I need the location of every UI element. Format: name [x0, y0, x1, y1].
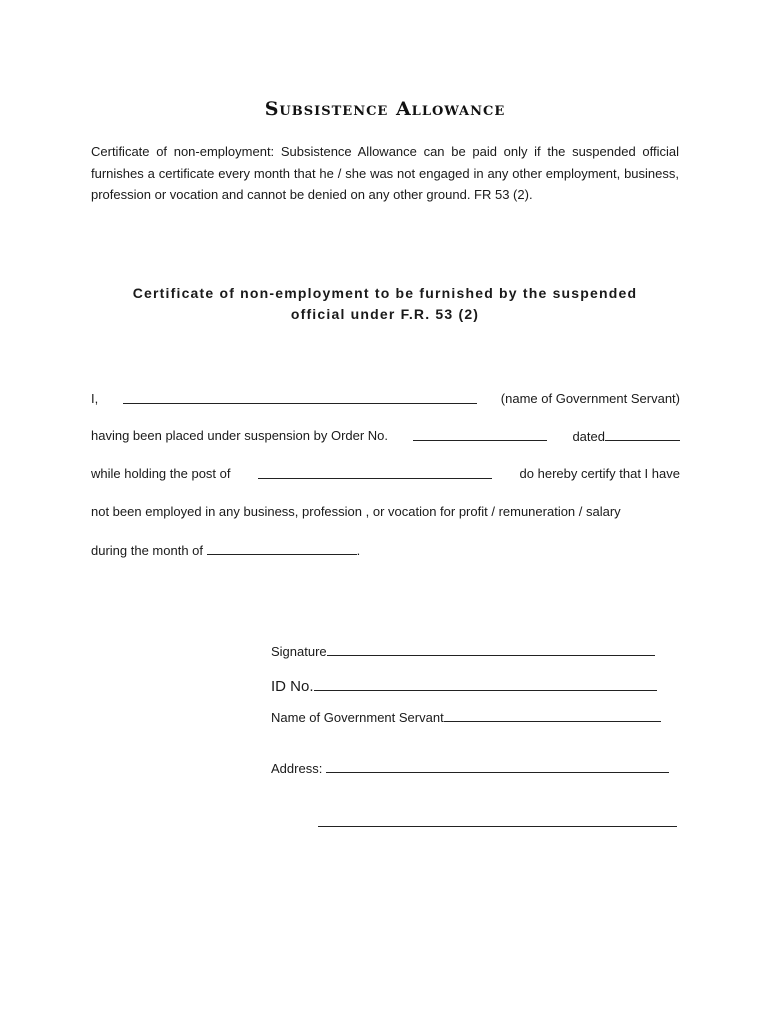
order-number-blank[interactable]	[413, 428, 547, 441]
intro-paragraph: Certificate of non-employment: Subsistence Allowance can be paid only if the suspended official furnishes a certificate every month that he / she was not engaged in any other employment, business, profession or vocation and cannot be denied on any other ground. FR 53 (2).	[91, 144, 679, 202]
address-label: Address:	[271, 761, 323, 776]
address-line	[271, 760, 669, 776]
signature-label: Signature	[271, 644, 327, 659]
address-blank[interactable]	[326, 760, 669, 773]
form-line-name	[91, 391, 680, 406]
name-hint-label: (name of Government Servant)	[500, 391, 680, 406]
period-label: .	[356, 543, 361, 558]
page-title: Subsistence Allowance	[264, 98, 506, 120]
signature-blank[interactable]	[327, 643, 655, 656]
post-label: while holding the post of	[91, 466, 231, 481]
certificate-heading-line1: Certificate of non-employment to be furnished by the suspended	[132, 285, 638, 301]
order-label: having been placed under suspension by Order No.	[91, 428, 389, 443]
month-label: during the month of	[91, 543, 204, 558]
name-line	[271, 709, 661, 725]
form-line-month	[91, 542, 680, 558]
certify-label: do hereby certify that I have	[519, 466, 680, 481]
dated-group	[572, 428, 680, 444]
month-blank[interactable]	[207, 542, 357, 555]
certificate-heading-line2: official under F.R. 53 (2)	[290, 306, 480, 322]
name-label: Name of Government Servant	[271, 710, 444, 725]
certificate-heading	[91, 283, 679, 325]
form-line-employment: not been employed in any business, profession , or vocation for profit / remuneration / salary	[91, 504, 621, 519]
address-blank-line-2[interactable]	[318, 814, 677, 827]
id-blank[interactable]	[314, 678, 657, 691]
dated-label: dated	[572, 429, 605, 444]
pronoun-label: I,	[91, 391, 99, 406]
signature-line	[271, 643, 655, 659]
id-label: ID No.	[271, 678, 314, 695]
government-servant-name-blank[interactable]	[123, 391, 477, 404]
id-line	[271, 678, 657, 695]
form-line-order	[91, 428, 680, 444]
form-line-post	[91, 466, 680, 481]
order-date-blank[interactable]	[605, 428, 680, 441]
name-blank[interactable]	[444, 709, 661, 722]
post-blank[interactable]	[258, 466, 492, 479]
